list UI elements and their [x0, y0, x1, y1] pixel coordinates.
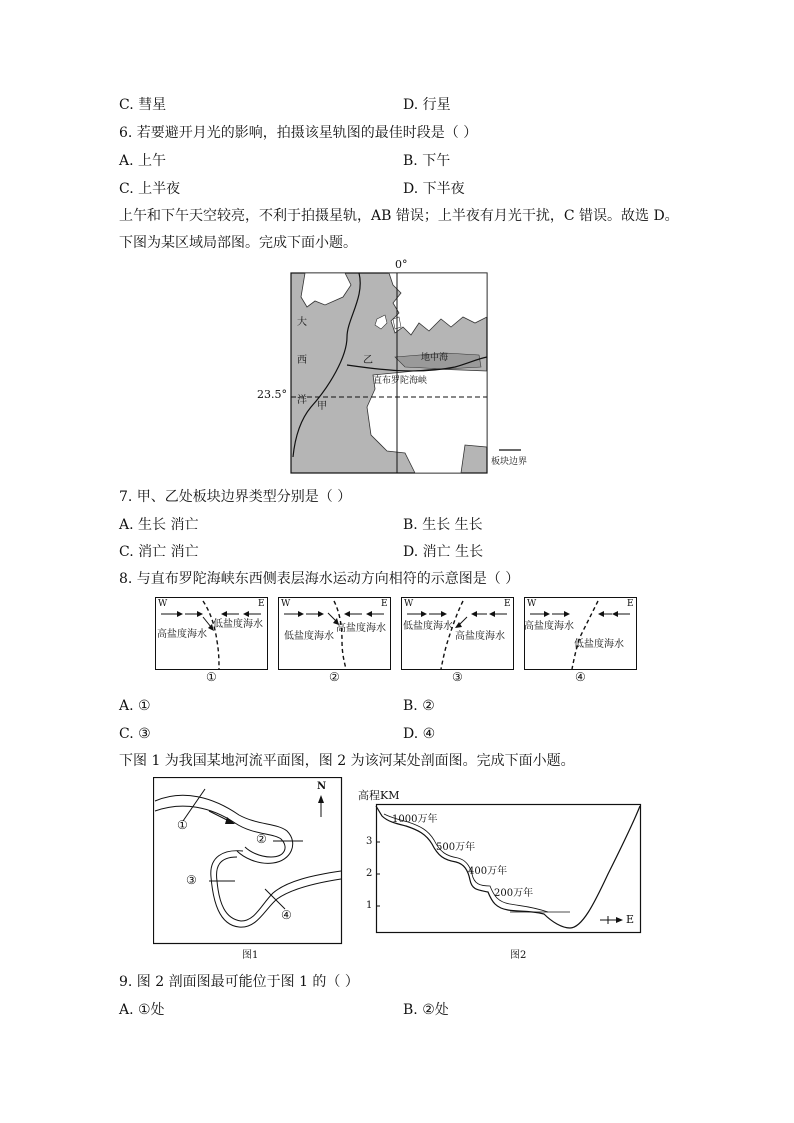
east-label: E [626, 913, 635, 926]
panel-3-right-label: 高盐度海水 [455, 631, 505, 642]
q6-option-d: D. 下半夜 [403, 181, 465, 197]
q5-option-c: C. 彗星 [119, 97, 167, 113]
panel-2-west: W [281, 599, 291, 609]
figure-2-caption: 图2 [510, 950, 527, 961]
terrace-200: 200万年 [494, 888, 534, 899]
profile-ylabel: 高程KM [358, 789, 400, 802]
ocean-label-1: 大 [297, 317, 307, 328]
q7-stem: 7. 甲、乙处板块边界类型分别是（ ） [119, 489, 352, 505]
river-marker-4: ④ [281, 908, 292, 922]
river-marker-2: ② [256, 832, 267, 846]
profile-y2: 2 [366, 868, 373, 879]
q8-option-d: D. ④ [403, 726, 436, 742]
panel-1-west: W [158, 599, 168, 609]
strait-label: 直布罗陀海峡 [373, 376, 428, 386]
q8-option-b: B. ② [403, 698, 435, 714]
point-jia: 甲 [317, 401, 327, 412]
panel-2-right-label: 高盐度海水 [336, 623, 386, 634]
panel-3-west: W [404, 599, 414, 609]
q8-stem: 8. 与直布罗陀海峡东西侧表层海水运动方向相符的示意图是（ ） [119, 571, 520, 587]
panel-1 [155, 597, 269, 685]
panel-3-east: E [504, 599, 511, 609]
river-marker-1: ① [177, 818, 188, 832]
ocean-label-2: 西 [297, 355, 307, 366]
intro-river: 下图 1 为我国某地河流平面图，图 2 为该河某处剖面图。完成下面小题。 [119, 753, 575, 769]
intro-map: 下图为某区域局部图。完成下面小题。 [119, 235, 357, 251]
river-plan-figure [153, 777, 353, 965]
panel-3-left-label: 低盐度海水 [403, 621, 453, 632]
panel-4-caption: ④ [575, 670, 586, 684]
q7-option-c: C. 消亡 消亡 [119, 544, 199, 560]
panel-2-east: E [381, 599, 388, 609]
q7-option-b: B. 生长 生长 [403, 517, 483, 533]
profile-y1: 1 [366, 900, 373, 911]
q9-stem: 9. 图 2 剖面图最可能位于图 1 的（ ） [119, 974, 359, 990]
terrace-400: 400万年 [468, 866, 508, 877]
q5-option-d: D. 行星 [403, 97, 451, 113]
q9-option-a: A. ①处 [119, 1002, 165, 1018]
panel-1-left-label: 高盐度海水 [157, 629, 207, 640]
q6-explanation: 上午和下午天空较亮，不利于拍摄星轨，AB 错误；上半夜有月光干扰，C 错误。故选 D。 [119, 208, 679, 224]
panel-4-right-label: 低盐度海水 [574, 639, 624, 650]
panel-1-east: E [258, 599, 265, 609]
latitude-label: 23.5° [257, 388, 287, 401]
profile-y3: 3 [366, 836, 373, 847]
q7-option-a: A. 生长 消亡 [119, 517, 199, 533]
river-plan-svg [153, 777, 353, 947]
panel-2 [278, 597, 392, 685]
panel-1-right-label: 低盐度海水 [213, 619, 263, 630]
point-yi: 乙 [363, 355, 373, 366]
panel-4-left-label: 高盐度海水 [524, 621, 574, 632]
q6-stem: 6. 若要避开月光的影响，拍摄该星轨图的最佳时段是（ ） [119, 125, 478, 141]
legend-label: 板块边界 [491, 457, 528, 467]
panel-4-west: W [527, 599, 537, 609]
panel-4-east: E [627, 599, 634, 609]
q8-option-a: A. ① [119, 698, 151, 714]
panel-1-caption: ① [206, 670, 217, 684]
river-profile-svg [358, 784, 646, 944]
ocean-label-3: 洋 [297, 395, 307, 406]
q9-option-b: B. ②处 [403, 1002, 449, 1018]
region-map [255, 257, 545, 477]
river-marker-3: ③ [186, 873, 197, 887]
q6-option-b: B. 下午 [403, 153, 451, 169]
q6-option-c: C. 上半夜 [119, 181, 181, 197]
river-profile-figure [358, 784, 646, 966]
north-label: N [317, 781, 327, 792]
terrace-500: 500万年 [436, 842, 476, 853]
figure-1-caption: 图1 [242, 950, 259, 961]
panel-3-caption: ③ [452, 670, 463, 684]
panel-3 [401, 597, 515, 685]
sea-label: 地中海 [421, 353, 449, 363]
q7-option-d: D. 消亡 生长 [403, 544, 484, 560]
terrace-1000: 1000万年 [392, 814, 438, 825]
q8-option-c: C. ③ [119, 726, 151, 742]
meridian-label: 0° [395, 258, 408, 271]
panel-2-left-label: 低盐度海水 [284, 631, 334, 642]
panel-4 [524, 597, 638, 685]
panel-2-caption: ② [329, 670, 340, 684]
q6-option-a: A. 上午 [119, 153, 167, 169]
region-map-svg [255, 257, 545, 477]
